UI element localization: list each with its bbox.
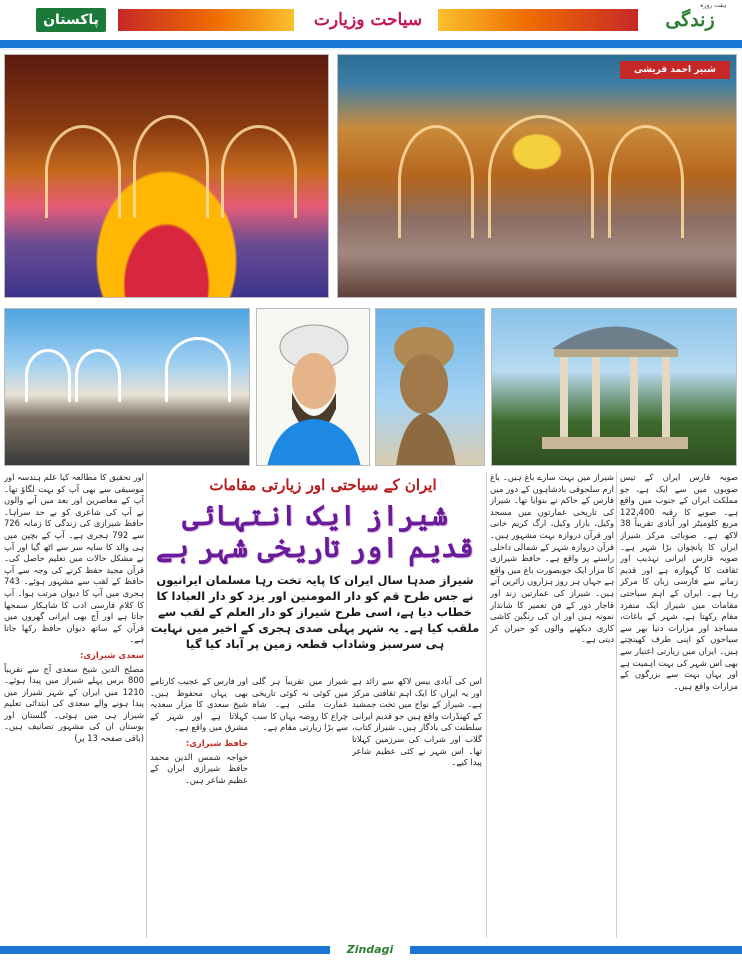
arch-shape xyxy=(221,125,297,218)
article-column-6 xyxy=(4,472,144,938)
zindagi-logo-tagline: ہفت روزہ xyxy=(700,2,727,9)
hafiz-kicker: حافظ شیرازی: xyxy=(185,737,248,748)
article-column-1 xyxy=(620,472,738,938)
column-text: اس کی آبادی بیس لاکھ سے زائد ہے اور یہ ایران کا ایک اہم ثقافتی مرکز ہے۔ شیراز کے نواح میں تخت جمشید کے کھنڈرات واقع ہیں جو قدیم ایرانی سلطنت کی یادگار ہیں۔ شیراز کتاب، گلاب اور شراب کی سرزمین کہلاتا تھا۔ اس شہر نے کئی عظیم شاعر پیدا کیے۔ xyxy=(352,676,482,768)
column-divider xyxy=(146,472,147,938)
article-subheadline: ایران کے سیاحتی اور زیارتی مقامات xyxy=(209,476,437,494)
column-text: شیراز میں بہت سارے باغ ہیں۔ باغ ارم سلجوقی بادشاہوں کے دور میں فارس کے حاکم نے بنوایا تھا۔ شیراز کی تاریخی عمارتوں میں مسجد وکیل، بازار وکیل، ارگ کریم خانی اور قرآن دروازہ بہت مشہور ہیں۔ قرآن دروازہ شہر کے شمالی داخلی راستے پر واقع ہے۔ حافظ شیرازی کا مزار ایک خوبصورت باغ میں واقع ہے جہاں ہر روز ہزاروں زائرین آتے ہیں۔ شیراز کی عمارتیں زند اور قاجار دور کے فن تعمیر کا شاندار نمونہ ہیں اور ان کی رنگین کاشی کاری دیکھنے والوں کو حیران کر دیتی ہے۔ xyxy=(490,472,614,645)
column-text: خواجہ شمس الدین محمد حافظ شیرازی ایران کے عظیم شاعر ہیں۔ xyxy=(150,751,248,785)
article-column-2 xyxy=(490,472,614,938)
hafiz-bust-photo xyxy=(375,308,485,466)
portrait-drawing xyxy=(257,309,370,466)
article-column-4 xyxy=(252,676,348,938)
article-intro: شیراز صدہا سال ایران کا پایہ تخت رہا مسلمان ایرانیوں نے جس طرح قم کو دار المومنین اور یزد کو دار العبادا کا خطاب دیا ہے، اسی طرح شیراز کو دار العلم کے لقب سے ملقب کیا ہے۔ یہ شہر پہلی صدی ہجری کے اخیر میں نہایت ہی سرسبز وشاداب قطعہ زمین پر آباد کیا گیا xyxy=(150,573,480,651)
arch-shape xyxy=(75,349,121,402)
column-divider xyxy=(486,472,487,938)
article-column-3 xyxy=(352,676,482,938)
header-color-strip-right xyxy=(438,9,638,31)
column-text: اور تحقیق کا مطالعہ کیا علم ہندسہ اور موسیقی سے بھی آپ کو بہت لگاؤ تھا۔ آپ کے معاصرین اور بعد میں آنے والوں نے آپ کی شاعری کو بے حد سراہا۔ حافظ شیرازی کی زندگی کا زمانہ 726 سے 792 ہجری ہے۔ آپ کے بچپن میں ہی والد کا سایہ سر سے اٹھ گیا اور آپ نے مشکل حالات میں تعلیم حاصل کی۔ قرآن مجید حفظ کرنے کی وجہ سے آپ حافظ کے لقب سے مشہور ہوئے۔ 743 ہجری میں آپ کا دیوان مرتب ہوا۔ آپ کا کلام فارسی ادب کا شاہکار سمجھا جاتا ہے اور آج بھی ایرانی گھروں میں قرآن کے ساتھ دیوان حافظ رکھا جاتا ہے۔ xyxy=(4,472,144,645)
hafiz-tomb-photo xyxy=(491,308,737,466)
arch-shape xyxy=(398,125,474,238)
column-text: مصلح الدین شیخ سعدی آج سے تقریباً 800 برس پہلے شیراز میں پیدا ہوئے۔ 1210 میں ایران کے شہر شیراز میں پیدا ہونے والے سعدی کی ابتدائی تعلیم شیراز ہی میں ہوئی۔ گلستان اور بوستان ان کی مشہور تصانیف ہیں۔ (باقی صفحہ 13 پر) xyxy=(4,663,144,744)
bust-drawing xyxy=(376,309,485,466)
saadi-kicker: سعدی شیرازی: xyxy=(80,649,144,660)
zindagi-logo: زندگی xyxy=(665,9,715,31)
arch-shape xyxy=(165,337,231,402)
article-headline: شیراز ایک انتہائی قدیم اور تاریخی شہر ہے xyxy=(156,499,474,564)
vakil-mosque-photo xyxy=(337,54,737,298)
footer-logo: Zindagi xyxy=(330,940,410,960)
tomb-garden-photo xyxy=(4,308,250,466)
header-color-strip-left xyxy=(118,9,294,31)
arch-shape xyxy=(25,349,71,402)
column-divider xyxy=(616,472,617,938)
saadi-portrait-illustration xyxy=(256,308,370,466)
column-text: اور فارس کے عجیب کارنامے بھی یہاں محفوظ ہیں۔ شیخ سعدی کا مزار سعدیہ کہلاتا ہے اور شہر کے مشرق میں واقع ہے۔ xyxy=(150,676,248,733)
arch-shape xyxy=(488,115,594,238)
article-column-5 xyxy=(150,676,248,938)
column-text: شیراز میں تقریباً ہر گلی میں کوئی نہ کوئی تاریخی عمارت ملتی ہے۔ شاہ چراغ کا روضہ یہاں کا سب سے بڑا زیارتی مقام ہے۔ xyxy=(252,676,348,733)
header-rule xyxy=(0,40,742,48)
header-rule-thin xyxy=(0,48,742,50)
page-footer xyxy=(0,940,742,960)
arch-shape xyxy=(133,115,209,218)
arch-shape xyxy=(608,125,684,238)
column-text: صوبہ فارس ایران کے تیس صوبوں میں سے ایک ہے، جو مملکت ایران کے جنوب میں واقع ہے۔ صوبے کا رقبہ 122,400 مربع کلومیٹر اور آبادی تقریباً 38 لاکھ ہے۔ صوبائی مرکز شیراز ایران کا پانچواں بڑا شہر ہے۔ صوبہ فارس ایرانی تہذیب اور ثقافت کا گہوارہ ہے اور قدیم زمانے سے فارسی زبان کا مرکز رہا ہے۔ ایران کے اہم سیاحتی مقامات میں شیراز ایک منفرد مقام رکھتا ہے، شہر کے باغات، مساجد اور مزارات دنیا بھر سے سیاحوں کو اپنی طرف کھینچتے ہیں۔ ایران میں زیارتی اعتبار سے بھی اس شہر کی بہت اہمیت ہے اور یہاں بہت سے بزرگوں کے مزارات واقع ہیں۔ xyxy=(620,472,738,691)
tomb-drawing xyxy=(492,309,737,466)
arch-shape xyxy=(45,125,121,218)
nasir-ol-molk-mosque-photo xyxy=(4,54,329,298)
pakistan-logo: پاکستان xyxy=(36,8,106,32)
byline-badge: شبیر احمد قریشی xyxy=(620,61,730,79)
section-title: سیاحت وزیارت xyxy=(313,10,423,30)
page-header xyxy=(0,0,742,40)
